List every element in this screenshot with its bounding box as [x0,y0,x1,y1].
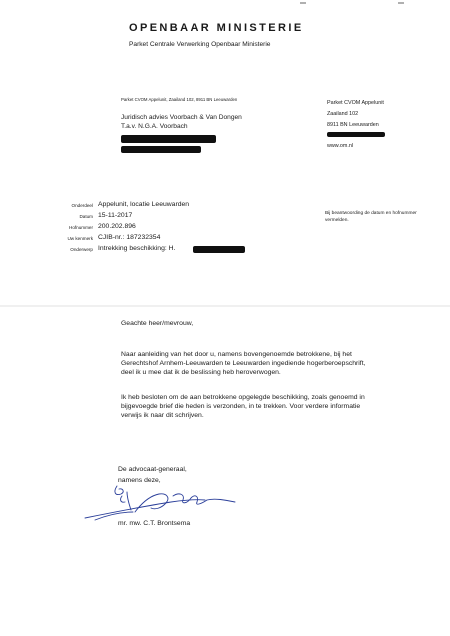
meta-label-onderdeel: Onderdeel [71,203,93,208]
meta-label-datum: Datum [79,214,93,219]
redaction-block [121,135,216,143]
recipient-line-2: T.a.v. N.G.A. Voorbach [121,123,188,130]
meta-label-kenmerk: Uw kenmerk [67,236,93,241]
signatory-name: mr. mw. C.T. Brontsema [118,520,191,527]
meta-value-onderwerp: Intrekking beschikking: H. [98,245,176,252]
letterhead-title: OPENBAAR MINISTERIE [129,22,304,34]
paragraph-1-line-2: Gerechtshof Arnhem-Leeuwarden te Leeuwarden ingediende hogerberoepschrift, [121,360,366,367]
scan-mark [398,2,404,4]
paragraph-2-line-2: bijgevoegde brief die heden is verzonden, in te trekken. Voor verdere informatie [121,403,361,410]
meta-value-datum: 15-11-2017 [98,212,133,219]
meta-label-onderwerp: Onderwerp [70,247,93,252]
return-address-name: Parket CVOM Appelunit [327,100,384,106]
paragraph-2-line-3: verwijs ik naar dit schrijven. [121,412,204,419]
redaction-block [327,132,385,137]
scan-mark [300,2,306,4]
redaction-block [121,146,201,153]
letterhead-subtitle: Parket Centrale Verwerking Openbaar Ministerie [129,41,271,48]
recipient-line-1: Juridisch advies Voorbach & Van Dongen [121,114,242,121]
meta-label-hofnummer: Hofnummer [69,225,93,230]
redaction-block [193,246,245,253]
closing-line-2: namens deze, [118,477,161,484]
closing-line-1: De advocaat-generaal, [118,466,187,473]
paragraph-1-line-3: deel ik u mee dat ik de beslissing heb heroverwogen. [121,369,281,376]
return-address-city: 8911 BN Leeuwarden [327,122,379,128]
reply-note: Bij beantwoording de datum en hofnummer vermelden. [325,211,417,223]
meta-value-hofnummer: 200.202.896 [98,223,136,230]
meta-value-kenmerk: CJIB-nr.: 187232354 [98,234,161,241]
paragraph-2-line-1: Ik heb besloten om de aan betrokkene opgelegde beschikking, zoals genoemd in [121,394,365,401]
scan-shading [0,305,450,307]
salutation: Geachte heer/mevrouw, [121,320,194,327]
return-address-website: www.om.nl [327,143,354,149]
return-address-street: Zaailand 102 [327,111,359,117]
paragraph-1-line-1: Naar aanleiding van het door u, namens bovengenoemde betrokkene, bij het [121,351,352,358]
handwritten-signature [75,482,275,522]
sender-line: Parket CVOM Appelunit, Zaailand 102, 8911 BN Leeuwarden [121,97,238,102]
meta-value-onderdeel: Appelunit, locatie Leeuwarden [98,201,190,208]
